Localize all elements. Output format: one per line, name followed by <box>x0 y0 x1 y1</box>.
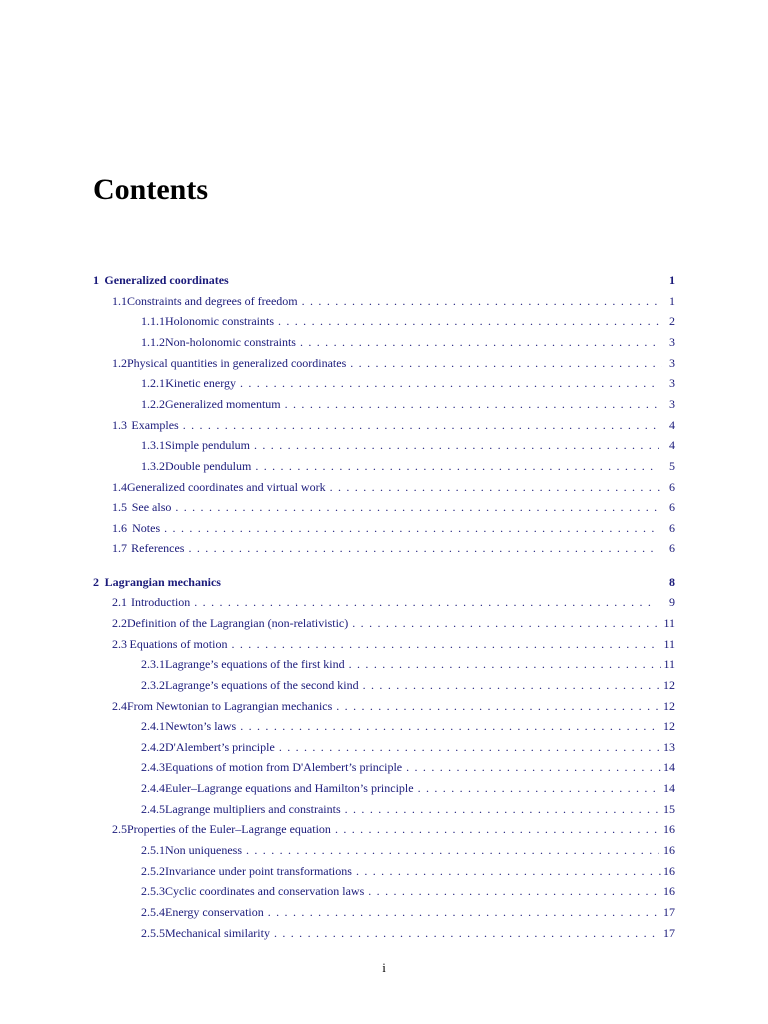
dot-leader <box>349 655 662 673</box>
toc-title: Generalized coordinates <box>104 273 229 287</box>
dot-leader <box>356 862 661 880</box>
dot-leader <box>368 882 661 900</box>
toc-section[interactable] <box>112 614 675 632</box>
toc-title: Constraints and degrees of freedom <box>127 293 298 308</box>
toc-title: Invariance under point transformations <box>165 863 352 878</box>
toc-page-number: 12 <box>663 698 675 713</box>
toc-page-number: 11 <box>663 657 675 672</box>
toc-section[interactable] <box>112 820 675 838</box>
toc-page-number: 13 <box>663 739 675 754</box>
dot-leader <box>246 841 659 859</box>
toc-number: 1.2.2 <box>141 396 165 411</box>
toc-number: 2.5.5 <box>141 925 165 940</box>
dot-leader <box>336 697 661 715</box>
toc-number: 2.2 <box>112 615 127 630</box>
toc-subsection[interactable] <box>141 738 675 756</box>
toc-page-number: 12 <box>663 677 675 692</box>
toc-title: See also <box>131 500 172 515</box>
toc-subsection[interactable] <box>141 779 675 797</box>
toc-subsection[interactable] <box>141 436 675 454</box>
toc-number: 1.2.1 <box>141 376 165 391</box>
toc-page-number: 1 <box>669 273 675 287</box>
toc-title: Equations of motion <box>129 636 228 651</box>
toc-title: Equations of motion from D'Alembert’s principle <box>165 760 403 775</box>
dot-leader <box>406 758 661 776</box>
toc-title: Generalized momentum <box>165 396 281 411</box>
toc-section[interactable] <box>112 635 675 653</box>
dot-leader <box>255 457 659 475</box>
toc-title: Lagrange’s equations of the second kind <box>165 677 359 692</box>
toc-page-number: 4 <box>669 417 675 432</box>
toc-page-number: 8 <box>669 574 675 589</box>
toc-title: Energy conservation <box>165 905 264 919</box>
dot-leader <box>330 478 662 496</box>
toc-number: 1.6 <box>112 520 127 535</box>
dot-leader <box>175 498 656 516</box>
toc-page-number: 16 <box>663 884 675 899</box>
toc-title: Non uniqueness <box>165 843 242 858</box>
toc-subsection[interactable] <box>141 312 675 330</box>
toc-page-number: 6 <box>669 479 675 494</box>
dot-leader <box>363 676 661 694</box>
toc-title: Physical quantities in generalized coordinates <box>127 355 347 370</box>
toc-number: 2.5 <box>112 822 127 837</box>
toc-page-number: 5 <box>669 458 675 473</box>
toc-page-number: 3 <box>669 376 675 391</box>
toc-chapter[interactable] <box>93 271 675 289</box>
toc-title: Definition of the Lagrangian (non-relativistic) <box>127 615 349 630</box>
dot-leader <box>194 593 657 611</box>
toc-subsection[interactable] <box>141 841 675 859</box>
toc-title: Mechanical similarity <box>165 925 270 940</box>
dot-leader <box>279 738 660 756</box>
toc-number: 2.3.1 <box>141 657 165 672</box>
toc-subsection[interactable] <box>141 333 675 351</box>
toc-number: 2.4.3 <box>141 760 165 775</box>
toc-section[interactable] <box>112 498 675 516</box>
toc-section[interactable] <box>112 697 675 715</box>
toc-page-number: 17 <box>663 905 675 919</box>
toc-number: 1.7 <box>112 541 127 556</box>
toc-title: Properties of the Euler–Lagrange equation <box>127 822 331 837</box>
dot-leader <box>268 903 660 921</box>
toc-number: 2.4.4 <box>141 781 165 796</box>
toc-subsection[interactable] <box>141 374 675 392</box>
toc-number: 2.1 <box>112 595 127 610</box>
dot-leader <box>164 519 656 537</box>
toc-section[interactable] <box>112 416 675 434</box>
toc-page-number: 6 <box>669 541 675 556</box>
toc-page-number: 16 <box>663 863 675 878</box>
dot-leader <box>231 635 658 653</box>
toc-title: D'Alembert’s principle <box>165 739 275 754</box>
toc-subsection[interactable] <box>141 655 675 673</box>
toc-section[interactable] <box>112 354 675 372</box>
toc-number: 1.1 <box>112 293 127 308</box>
toc-page-number: 6 <box>669 520 675 535</box>
toc-title: Holonomic constraints <box>165 314 274 329</box>
toc-page-number: 12 <box>663 719 675 734</box>
toc-number: 1.4 <box>112 479 127 494</box>
dot-leader <box>278 312 660 330</box>
toc-title: Notes <box>132 520 161 535</box>
page-title: Contents <box>93 173 209 206</box>
toc-section[interactable] <box>112 292 675 310</box>
toc-number: 2.4.2 <box>141 739 165 754</box>
dot-leader <box>302 292 661 310</box>
toc-subsection[interactable] <box>141 924 675 942</box>
toc-page-number: 3 <box>669 334 675 349</box>
toc-page-number: 14 <box>663 781 675 796</box>
toc-subsection[interactable] <box>141 862 675 880</box>
toc-number: 2 <box>93 574 99 589</box>
toc-subsection[interactable] <box>141 395 675 413</box>
dot-leader <box>300 333 661 351</box>
toc-section[interactable] <box>112 539 675 557</box>
toc-subsection[interactable] <box>141 800 675 818</box>
toc-page-number: 15 <box>663 801 675 816</box>
toc-page-number: 17 <box>663 925 675 940</box>
toc-number: 2.3 <box>112 636 127 651</box>
toc-page-number: 11 <box>663 615 675 630</box>
dot-leader <box>418 779 661 797</box>
toc-number: 2.4.1 <box>141 719 165 734</box>
toc-number: 2.3.2 <box>141 677 165 692</box>
toc-title: Kinetic energy <box>165 376 236 391</box>
toc-number: 2.5.1 <box>141 843 165 858</box>
dot-leader <box>240 374 659 392</box>
toc-page-number: 3 <box>669 355 675 370</box>
toc-section[interactable] <box>112 593 675 611</box>
toc-title: Generalized coordinates and virtual work <box>127 479 326 494</box>
toc-subsection[interactable] <box>141 882 675 900</box>
dot-leader <box>335 820 661 838</box>
toc-subsection[interactable] <box>141 903 675 921</box>
toc-title: Simple pendulum <box>165 438 250 453</box>
toc-number: 1.1.1 <box>141 314 165 329</box>
toc-page-number: 3 <box>669 396 675 411</box>
toc-title: Double pendulum <box>165 458 252 473</box>
toc-number: 1.3 <box>112 417 127 432</box>
dot-leader <box>183 416 657 434</box>
toc-subsection[interactable] <box>141 758 675 776</box>
toc-title: Lagrangian mechanics <box>104 574 221 589</box>
toc-page-number: 4 <box>669 438 675 453</box>
toc-page-number: 6 <box>669 500 675 515</box>
dot-leader <box>188 539 657 557</box>
toc-number: 1.3.1 <box>141 438 165 453</box>
dot-leader <box>285 395 661 413</box>
dot-leader <box>274 924 660 942</box>
toc-subsection[interactable] <box>141 457 675 475</box>
toc-number: 1.1.2 <box>141 334 165 349</box>
dot-leader <box>240 717 659 735</box>
toc-subsection[interactable] <box>141 676 675 694</box>
toc-number: 2.4 <box>112 698 127 713</box>
toc-title: Newton’s laws <box>165 719 237 734</box>
toc-chapter[interactable] <box>93 573 675 591</box>
toc-page-number: 11 <box>663 636 676 651</box>
toc-section[interactable] <box>112 478 675 496</box>
toc-title: References <box>131 541 185 556</box>
toc-page-number: 1 <box>669 293 675 308</box>
dot-leader <box>352 614 661 632</box>
toc-title: Examples <box>131 417 179 432</box>
toc-title: Non-holonomic constraints <box>165 334 296 349</box>
toc-page-number: 2 <box>669 314 675 329</box>
toc-number: 1 <box>93 273 99 287</box>
toc-title: Lagrange multipliers and constraints <box>165 801 341 816</box>
toc-number: 2.5.2 <box>141 863 165 878</box>
toc-title: From Newtonian to Lagrangian mechanics <box>127 698 333 713</box>
toc-title: Introduction <box>130 595 191 610</box>
dot-leader <box>350 354 662 372</box>
toc-number: 2.5.4 <box>141 905 165 919</box>
page-number: i <box>382 960 386 975</box>
toc-title: Cyclic coordinates and conservation laws <box>165 884 365 899</box>
dot-leader <box>254 436 659 454</box>
toc-page-number: 16 <box>663 843 675 858</box>
toc-title: Euler–Lagrange equations and Hamilton’s principle <box>165 781 414 796</box>
toc-page-number: 16 <box>663 822 675 837</box>
dot-leader <box>345 800 661 818</box>
toc-section[interactable] <box>112 519 675 537</box>
toc-number: 2.5.3 <box>141 884 165 899</box>
toc-number: 1.5 <box>112 500 127 515</box>
toc-number: 1.2 <box>112 355 127 370</box>
toc-number: 2.4.5 <box>141 801 165 816</box>
toc-title: Lagrange’s equations of the first kind <box>165 657 345 672</box>
toc-number: 1.3.2 <box>141 458 165 473</box>
toc-page-number: 9 <box>669 595 676 610</box>
toc-page-number: 14 <box>663 760 675 775</box>
toc-subsection[interactable] <box>141 717 675 735</box>
